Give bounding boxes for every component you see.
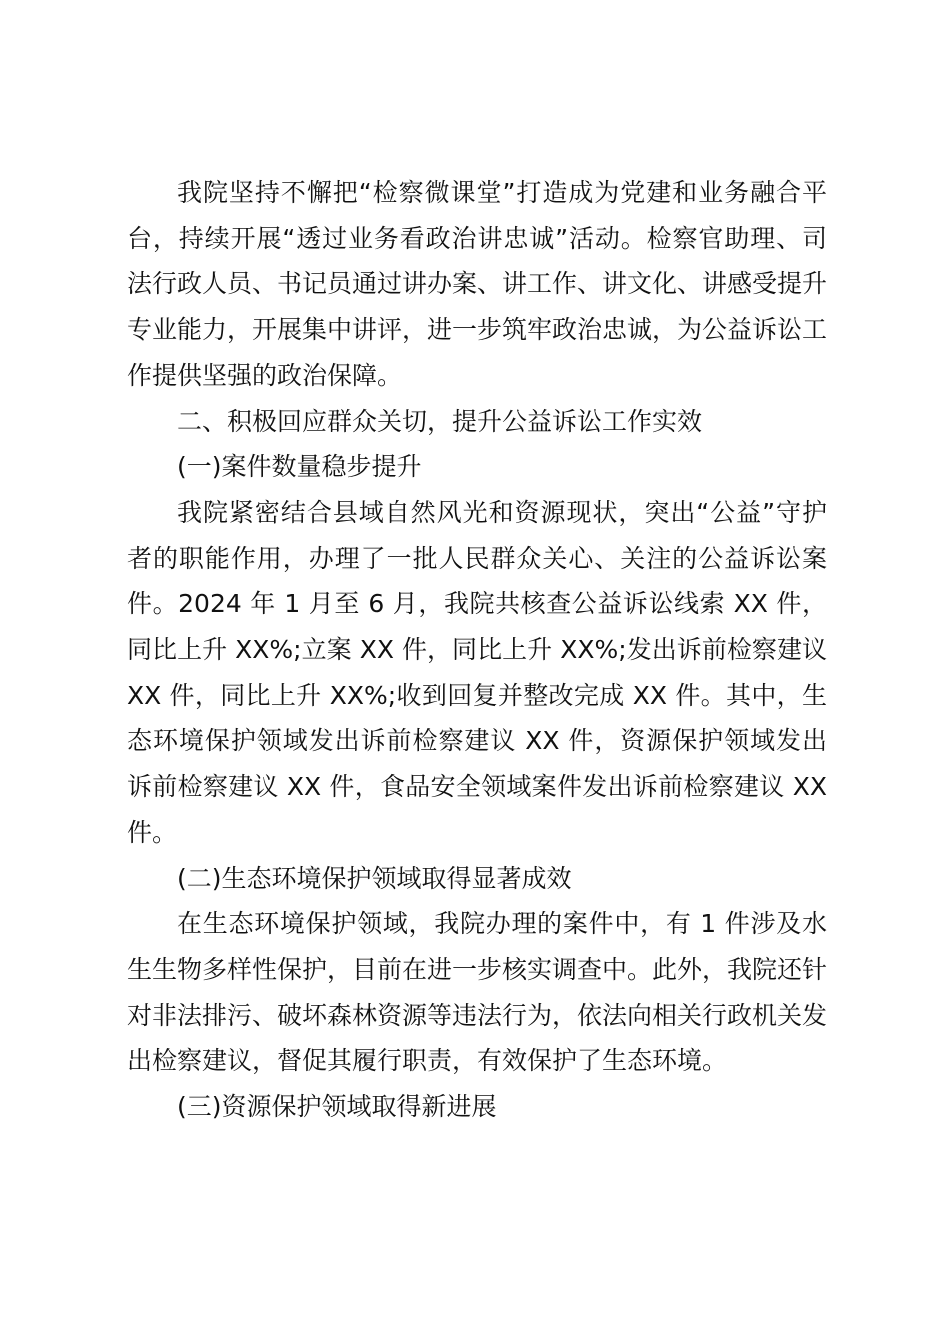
- document-body: [127, 170, 827, 1130]
- subsection-heading: (二)生态环境保护领域取得显著成效: [177, 863, 572, 893]
- body-paragraph: 在生态环境保护领域，我院办理的案件中，有 1 件涉及水生生物多样性保护，目前在进一步核实调查中。此外，我院还针对非法排污、破坏森林资源等违法行为，依法向相关行政机关发出检察建议，督促其履行职责，有效保护了生态环境。: [127, 909, 828, 1076]
- body-paragraph: 我院紧密结合县域自然风光和资源现状，突出“公益”守护者的职能作用，办理了一批人民群众关心、关注的公益诉讼案件。2024 年 1 月至 6 月，我院共核查公益诉讼线索 XX 件，同比上升 XX%;立案 XX 件，同比上升 XX%;发出诉前检察建议 XX 件，同比上升 XX%;收到回复并整改完成 XX 件。其中，生态环境保护领域发出诉前检察建议 XX 件，资源保护领域发出诉前检察建议 XX 件，食品安全领域案件发出诉前检察建议 XX 件。: [127, 497, 827, 847]
- subsection-heading: (三)资源保护领域取得新进展: [177, 1092, 497, 1122]
- section-heading: 二、积极回应群众关切，提升公益诉讼工作实效: [177, 406, 703, 436]
- body-paragraph: 我院坚持不懈把“检察微课堂”打造成为党建和业务融合平台，持续开展“透过业务看政治讲忠诚”活动。检察官助理、司法行政人员、书记员通过讲办案、讲工作、讲文化、讲感受提升专业能力，开展集中讲评，进一步筑牢政治忠诚，为公益诉讼工作提供坚强的政治保障。: [127, 178, 828, 390]
- subsection-heading: (一)案件数量稳步提升: [177, 452, 422, 482]
